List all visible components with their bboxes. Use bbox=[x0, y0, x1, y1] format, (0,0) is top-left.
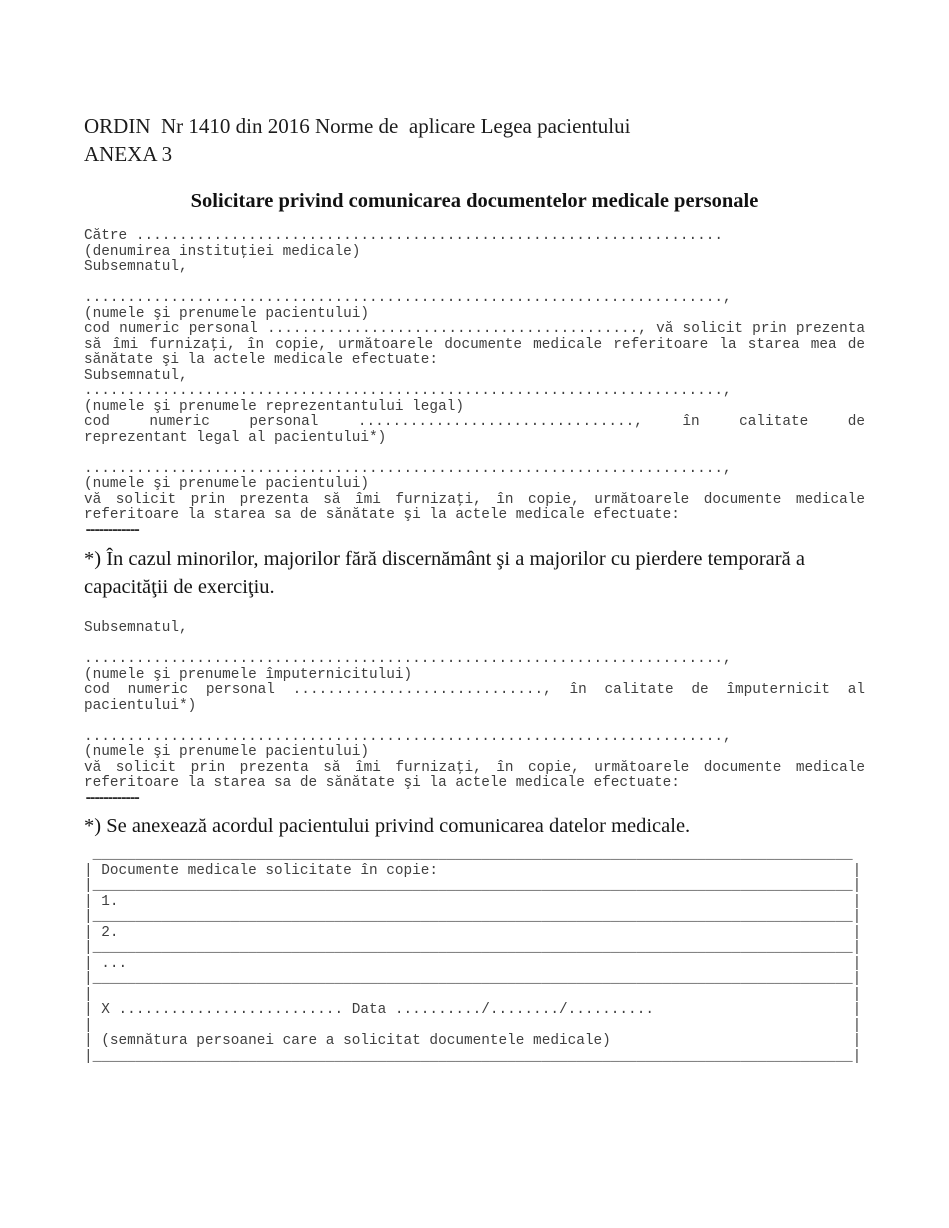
table-line-item-more: | ... | bbox=[84, 955, 862, 972]
table-line-border: |________________________________________________________________________________________| bbox=[84, 878, 862, 894]
form-line-request-end: sănătate şi la actele medicale efectuate: bbox=[84, 352, 439, 368]
page-title: Solicitare privind comunicarea documentelor medicale personale bbox=[190, 190, 759, 212]
form-line-patient-name-caption: (numele şi prenumele pacientului) bbox=[84, 744, 369, 760]
footnote-minors-line2: capacităţii de exerciţiu. bbox=[84, 576, 275, 598]
form-line-institution-caption: (denumirea instituţiei medicale) bbox=[84, 243, 361, 260]
table-line-bottom-border: |________________________________________________________________________________________| bbox=[84, 1048, 862, 1065]
footnote-minors bbox=[84, 545, 865, 601]
form-line-blank bbox=[84, 276, 865, 292]
document-header bbox=[84, 112, 865, 168]
table-line-header: | Documente medicale solicitate în copie: | bbox=[84, 862, 862, 879]
form-line-legal-rep-caption: (numele şi prenumele reprezentantului legal) bbox=[84, 398, 464, 415]
form-line-request-end: referitoare la starea sa de sănătate şi la actele medicale efectuate: bbox=[84, 775, 680, 791]
table-line-item-1: | 1. | bbox=[84, 893, 862, 910]
table-line-border: |________________________________________________________________________________________| bbox=[84, 971, 862, 987]
footnote-minors-line1: *) În cazul minorilor, majorilor fără discernământ şi a majorilor cu pierdere temporară a bbox=[84, 548, 805, 570]
form-line-request-body: vă solicit prin prezenta să îmi furnizaţi, în copie, următoarele documente medicale bbox=[84, 491, 865, 508]
form-line-undersigned: Subsemnatul, bbox=[84, 259, 188, 275]
form-line-to-institution: Către .................................................................... bbox=[84, 228, 724, 244]
form-line-name-blank: .........................................................................., bbox=[84, 383, 732, 399]
form-line-patient-name-caption: (numele şi prenumele pacientului) bbox=[84, 305, 369, 322]
footnote-separator: ------------ bbox=[84, 522, 138, 539]
documents-table bbox=[84, 848, 865, 1065]
form-line-patient-name-caption: (numele şi prenumele pacientului) bbox=[84, 476, 369, 492]
ordinance-line: ORDIN Nr 1410 din 2016 Norme de aplicare Legea pacientului bbox=[84, 114, 631, 138]
table-line-border: |________________________________________________________________________________________| bbox=[84, 909, 862, 925]
form-line-blank bbox=[84, 714, 865, 730]
table-line-empty: | | bbox=[84, 986, 862, 1003]
form-line-cnp-request: cod numeric personal ..........................................., vă solicit prin prezenta bbox=[84, 321, 865, 337]
table-line-border: |________________________________________________________________________________________| bbox=[84, 940, 862, 956]
form-line-request-body: vă solicit prin prezenta să îmi furnizaţi, în copie, următoarele documente medicale bbox=[84, 759, 865, 776]
form-line-name-blank: .........................................................................., bbox=[84, 651, 732, 667]
form-line-blank bbox=[84, 446, 865, 462]
table-line-signature-caption: | (semnătura persoanei care a solicitat documentele medicale) | bbox=[84, 1033, 862, 1049]
table-line-empty: | | bbox=[84, 1017, 862, 1034]
form-line-name-blank: .........................................................................., bbox=[84, 728, 732, 745]
form-line-name-blank: .........................................................................., bbox=[84, 290, 732, 306]
form-line-undersigned: Subsemnatul, bbox=[84, 367, 188, 384]
annex-line: ANEXA 3 bbox=[84, 142, 173, 166]
table-line-item-2: | 2. | bbox=[84, 924, 862, 941]
form-line-request-body: să îmi furnizaţi, în copie, următoarele documente medicale referitoare la starea mea de bbox=[84, 336, 865, 353]
footnote-separator: ------------ bbox=[84, 790, 138, 807]
form-line-cnp-proxy: cod numeric personal ............................., în calitate de împuternicit al bbox=[84, 682, 865, 698]
form-line-cnp-legal-rep: cod numeric personal ................................, în calitate de bbox=[84, 414, 865, 430]
table-line-signature-date: | X .......................... Data ........../......../.......... | bbox=[84, 1002, 862, 1018]
form-line-proxy-name-caption: (numele şi prenumele împuternicitului) bbox=[84, 666, 413, 683]
form-line-name-blank: .........................................................................., bbox=[84, 460, 732, 477]
footnote-consent: *) Se anexează acordul pacientului privind comunicarea datelor medicale. bbox=[84, 815, 691, 837]
form-line-undersigned: Subsemnatul, bbox=[84, 620, 188, 636]
form-line-legal-rep-end: reprezentant legal al pacientului*) bbox=[84, 429, 387, 446]
form-section-patient bbox=[84, 229, 865, 539]
form-line-request-end: referitoare la starea sa de sănătate şi la actele medicale efectuate: bbox=[84, 507, 680, 523]
form-line-proxy-end: pacientului*) bbox=[84, 697, 197, 714]
form-section-proxy bbox=[84, 621, 865, 807]
table-line-top-border: ________________________________________________________________________________________ bbox=[84, 847, 853, 863]
form-line-blank bbox=[84, 637, 865, 653]
